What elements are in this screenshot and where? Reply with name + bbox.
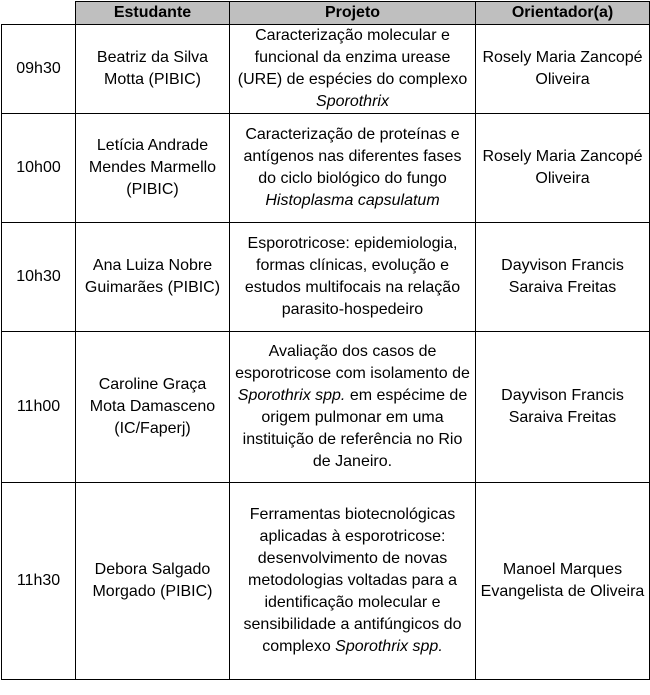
table-row	[2, 114, 650, 223]
time-cell: 09h30	[2, 25, 76, 114]
table-row	[2, 332, 650, 483]
advisor-cell: Rosely Maria Zancopé Oliveira	[476, 25, 650, 114]
student-cell: Letícia Andrade Mendes Marmello (PIBIC)	[76, 114, 230, 223]
time-cell: 11h00	[2, 332, 76, 483]
project-text-italic: Sporothrix	[316, 93, 389, 110]
project-text: em espécime de origem pulmonar em uma instituição de referência no Rio de Janeiro.	[242, 387, 468, 470]
schedule-table	[1, 1, 650, 680]
advisor-cell: Dayvison Francis Saraiva Freitas	[476, 223, 650, 332]
table-row	[2, 223, 650, 332]
project-text-italic: Sporothrix spp.	[237, 387, 346, 404]
time-cell: 11h30	[2, 483, 76, 680]
table-row	[2, 25, 650, 114]
project-cell	[230, 114, 476, 223]
student-cell: Caroline Graça Mota Damasceno (IC/Faperj)	[76, 332, 230, 483]
table-row	[2, 483, 650, 680]
project-cell	[230, 483, 476, 680]
student-cell: Beatriz da Silva Motta (PIBIC)	[76, 25, 230, 114]
header-row	[2, 2, 650, 25]
advisor-cell: Dayvison Francis Saraiva Freitas	[476, 332, 650, 483]
project-text: Caracterização de proteínas e antígenos nas diferentes fases do ciclo biológico do fungo	[243, 126, 462, 187]
project-text-italic: Histoplasma capsulatum	[265, 192, 440, 209]
header-student: Estudante	[76, 2, 230, 25]
project-text-italic: Sporothrix spp.	[335, 638, 443, 655]
student-cell: Debora Salgado Morgado (PIBIC)	[76, 483, 230, 680]
header-advisor: Orientador(a)	[476, 2, 650, 25]
time-cell: 10h00	[2, 114, 76, 223]
project-cell	[230, 332, 476, 483]
time-cell: 10h30	[2, 223, 76, 332]
project-cell	[230, 25, 476, 114]
advisor-cell: Manoel Marques Evangelista de Oliveira	[476, 483, 650, 680]
header-project: Projeto	[230, 2, 476, 25]
project-text: Esporotricose: epidemiologia, formas clínicas, evolução e estudos multifocais na relação parasito-hospedeiro	[244, 235, 461, 318]
project-text: Avaliação dos casos de esporotricose com isolamento de	[235, 343, 470, 382]
project-cell	[230, 223, 476, 332]
student-cell: Ana Luiza Nobre Guimarães (PIBIC)	[76, 223, 230, 332]
project-text: Caracterização molecular e funcional da enzima urease (URE) de espécies do complexo	[237, 27, 468, 88]
project-text: Ferramentas biotecnológicas aplicadas à esporotricose: desenvolvimento de novas metodologias voltadas para a identificação molecular e sensibilidade a antifúngicos do complexo	[243, 506, 462, 655]
header-time-cell	[2, 2, 76, 25]
advisor-cell: Rosely Maria Zancopé Oliveira	[476, 114, 650, 223]
